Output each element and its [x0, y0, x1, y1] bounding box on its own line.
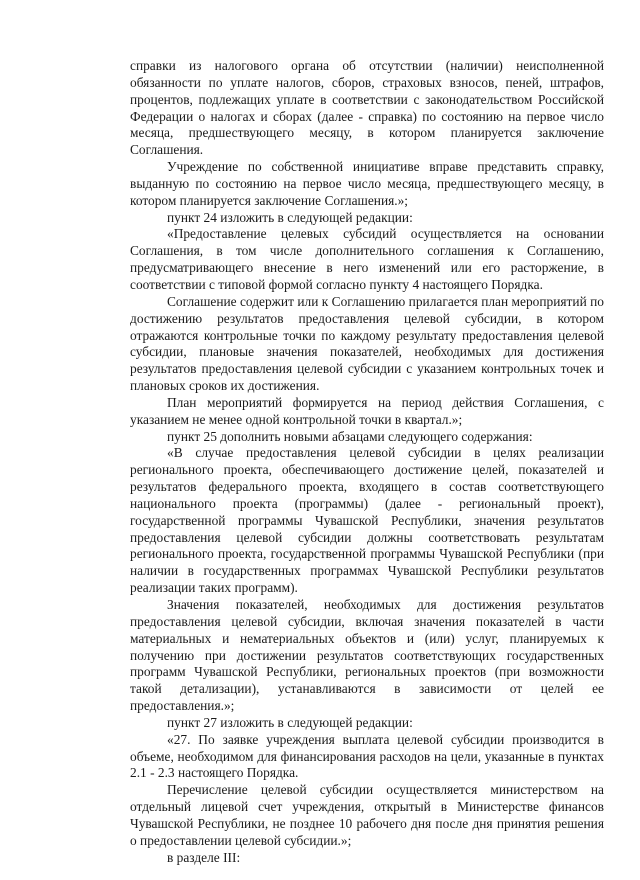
paragraph-regional-project: «В случае предоставления целевой субсидии в целях реализации регионального проекта, обеспечивающего достижение целей, показателей и результатов федерального проекта, входящего в состав соответствующего национального проекта (программы) (далее - региональный проект), государственной программы Чувашской Республики, значения результатов предоставления целевой субсидии должны соответствовать результатам регионального проекта, государственной программы Чувашской Республики (при наличии в государственных программах Чувашской Республики результатов реализации таких программ).	[130, 445, 604, 596]
paragraph-action-plan: Соглашение содержит или к Соглашению прилагается план мероприятий по достижению результатов предоставления целевой субсидии, в котором отражаются контрольные точки по каждому результату предоставления целевой субсидии, плановые значения показателей, необходимых для достижения результатов предоставления целевой субсидии с указанием контрольных точек и плановых сроков их достижения.	[130, 293, 604, 394]
document-page	[130, 58, 604, 867]
paragraph-item-24-heading: пункт 24 изложить в следующей редакции:	[167, 209, 413, 225]
paragraph-item-25-heading: пункт 25 дополнить новыми абзацами следующего содержания:	[167, 428, 533, 444]
paragraph-indicator-values: Значения показателей, необходимых для достижения результатов предоставления целевой субсидии, включая значения показателей в части материальных и нематериальных объектов и (или) услуг, планируемых к получению при достижении результатов соответствующих государственных программ Чувашской Республики, региональных проектов (при возможности такой детализации), устанавливаются в зависимости от целей ее предоставления.»;	[130, 597, 604, 714]
paragraph-plan-period: План мероприятий формируется на период действия Соглашения, с указанием не менее одной контрольной точки в квартал.»;	[130, 394, 604, 427]
paragraph-item-27-text: «27. По заявке учреждения выплата целевой субсидии производится в объеме, необходимом для финансирования расходов на цели, указанные в пунктах 2.1 - 2.3 настоящего Порядка.	[130, 731, 604, 781]
paragraph-tax-certificate: справки из налогового органа об отсутствии (наличии) неисполненной обязанности по уплате налогов, сборов, страховых взносов, пеней, штрафов, процентов, подлежащих уплате в соответствии с законодательством Российской Федерации о налогах и сборах (далее - справка) по состоянию на первое число месяца, предшествующего месяцу, в котором планируется заключение Соглашения.	[130, 58, 604, 158]
paragraph-own-initiative: Учреждение по собственной инициативе вправе представить справку, выданную по состоянию на первое число месяца, предшествующего месяцу, в котором планируется заключение Соглашения.»;	[130, 159, 604, 208]
paragraph-item-27-heading: пункт 27 изложить в следующей редакции:	[167, 714, 413, 730]
paragraph-section-3: в разделе III:	[167, 849, 241, 865]
paragraph-transfer: Перечисление целевой субсидии осуществляется министерством на отдельный лицевой счет учреждения, открытый в Министерстве финансов Чувашской Республики, не позднее 10 рабочего дня после дня принятия решения о предоставлении целевой субсидии.»;	[130, 782, 604, 848]
paragraph-item-24-text: «Предоставление целевых субсидий осуществляется на основании Соглашения, в том числе дополнительного соглашения к Соглашению, предусматривающего внесение в него изменений или его расторжение, в соответствии с типовой формой согласно пункту 4 настоящего Порядка.	[130, 226, 604, 292]
